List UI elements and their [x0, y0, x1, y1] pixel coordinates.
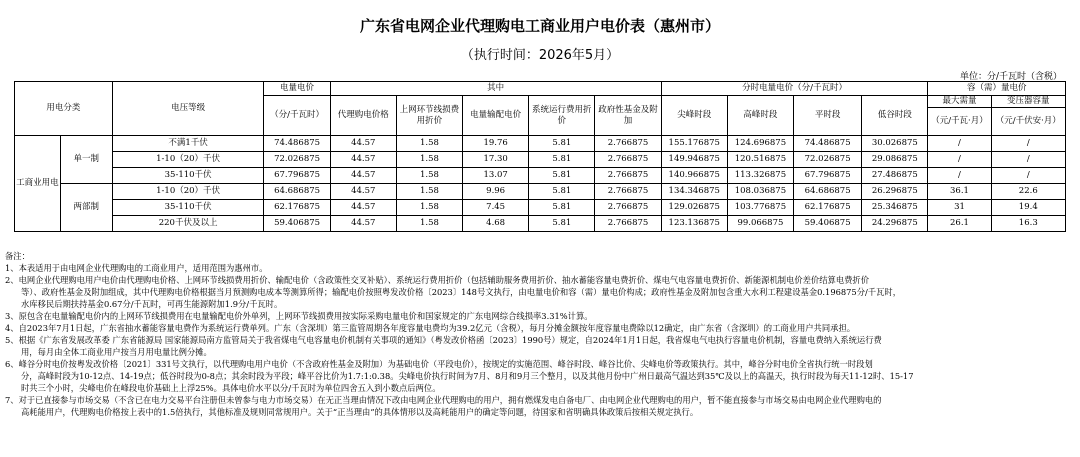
- cell-peak: 124.696875: [727, 136, 793, 152]
- note-6-cont: 分，高峰时段为10-12点、14-19点；低谷时段为0-8点；其余时段为平段；峰平谷比价为1.7:1:0.38。尖峰电价执行时间为7月、8月和9月三个整月，以及其他月份中广州日最高气温达到35℃及以上的高温天，执行时段为每天11-12时、15-17: [21, 371, 914, 381]
- header-system-cost: 系统运行费用折价: [529, 96, 595, 136]
- header-max-demand: 最大需量: [928, 96, 991, 108]
- cell-fund: 2.766875: [595, 152, 661, 168]
- cell-loss: 1.58: [396, 136, 462, 152]
- cell-flat: 59.406875: [794, 216, 862, 232]
- cell-loss: 1.58: [396, 200, 462, 216]
- cell-peak-top: 155.176875: [661, 136, 727, 152]
- header-capacity: 容（需）量电价: [928, 82, 1066, 96]
- note-4: 4、自2023年7月1日起，广东省抽水蓄能容量电费作为系统运行费单列。广东（含深圳）第三监管周期各年度容量电费均为39.2亿元（含税），每月分摊金额按年度容量电费除以12确定，由广东省（含深圳）的工商业用户共同承担。: [5, 323, 856, 333]
- cell-agency: 44.57: [330, 216, 396, 232]
- cell-demand: /: [928, 136, 991, 152]
- cell-sys: 5.81: [529, 152, 595, 168]
- cell-fund: 2.766875: [595, 200, 661, 216]
- note-2-cont: 等）、政府性基金及附加组成，其中代理购电价格根据当月预测购电成本等测算所得；输配电价按照粤发改价格〔2023〕148号文执行，由电量电价和容（需）量电价构成；政府性基金及附加包含重大水利工程建设基金0.196875分/千瓦时，: [21, 287, 901, 297]
- cell-demand: /: [928, 152, 991, 168]
- cell-peak-top: 140.966875: [661, 168, 727, 184]
- cell-sys: 5.81: [529, 168, 595, 184]
- header-energy-price: 电量电价: [264, 82, 330, 96]
- header-grid-loss: 上网环节线损费用折价: [396, 96, 462, 136]
- cell-fund: 2.766875: [595, 216, 661, 232]
- table-row: [15, 152, 1066, 168]
- cell-demand: 36.1: [928, 184, 991, 200]
- table-row: [15, 184, 1066, 200]
- note-6-cont: 时共三个小时，尖峰电价在峰段电价基础上上浮25%。具体电价水平以分/千瓦时为单位四舍五入到小数点后两位。: [21, 383, 441, 393]
- table-row: [15, 168, 1066, 184]
- cell-energy: 74.486875: [264, 136, 330, 152]
- cell-sys: 5.81: [529, 200, 595, 216]
- cell-loss: 1.58: [396, 184, 462, 200]
- cell-peak: 113.326875: [727, 168, 793, 184]
- cell-trans: 7.45: [463, 200, 529, 216]
- header-voltage: 电压等级: [112, 82, 264, 136]
- notes-label: 备注：: [5, 251, 30, 261]
- category-two-part: 两部制: [60, 184, 112, 232]
- header-energy-price-unit: （分/千瓦时）: [264, 96, 330, 136]
- cell-valley: 30.026875: [862, 136, 928, 152]
- cell-voltage: 35-110千伏: [112, 168, 264, 184]
- cell-valley: 27.486875: [862, 168, 928, 184]
- cell-flat: 64.686875: [794, 184, 862, 200]
- note-2-cont: 水库移民后期扶持基金0.67分/千瓦时，可再生能源附加1.9分/千瓦时。: [21, 299, 283, 309]
- header-agency: 代理购电价格: [330, 96, 396, 136]
- cell-voltage: 不满1千伏: [112, 136, 264, 152]
- cell-peak: 108.036875: [727, 184, 793, 200]
- cell-loss: 1.58: [396, 152, 462, 168]
- cell-peak-top: 134.346875: [661, 184, 727, 200]
- cell-agency: 44.57: [330, 200, 396, 216]
- cell-peak: 120.516875: [727, 152, 793, 168]
- header-transmission: 电量输配电价: [463, 96, 529, 136]
- cell-agency: 44.57: [330, 136, 396, 152]
- header-category: 用电分类: [15, 82, 113, 136]
- note-7-cont: 高耗能用户，代理购电价格按上表中的1.5倍执行，其他标准及规则同常规用户。关于“正当理由”的具体情形以及高耗能用户的确定等问题，待国家和省明确具体政策后按相关规定执行。: [21, 407, 699, 417]
- cell-loss: 1.58: [396, 216, 462, 232]
- cell-energy: 59.406875: [264, 216, 330, 232]
- cell-trans: 19.76: [463, 136, 529, 152]
- note-1: 1、本表适用于由电网企业代理购电的工商业用户，适用范围为惠州市。: [5, 263, 268, 273]
- note-7: 7、对于已直接参与市场交易（不含已在电力交易平台注册但未曾参与电力市场交易）在无正当理由情况下改由电网企业代理购电的用户，拥有燃煤发电自备电厂、由电网企业代理购电的用户，暂不能直接参与市场交易由电网企业代理购电的: [5, 395, 882, 405]
- cell-demand: /: [928, 168, 991, 184]
- cell-trans: 17.30: [463, 152, 529, 168]
- cell-flat: 67.796875: [794, 168, 862, 184]
- cell-peak: 99.066875: [727, 216, 793, 232]
- cell-transformer: 19.4: [991, 200, 1065, 216]
- cell-peak-top: 123.136875: [661, 216, 727, 232]
- header-transformer: 变压器容量: [991, 96, 1065, 108]
- note-5: 5、根据《广东省发展改革委 广东省能源局 国家能源局南方监管局关于我省煤电气电容量电价机制有关事项的通知》（粤发改价格函〔2023〕1990号）规定，自2024年1月1日起，我省煤电气电执行容量电价机制，容量电费纳入系统运行费: [5, 335, 882, 345]
- cell-agency: 44.57: [330, 168, 396, 184]
- cell-voltage: 35-110千伏: [112, 200, 264, 216]
- cell-voltage: 220千伏及以上: [112, 216, 264, 232]
- header-peak: 高峰时段: [727, 96, 793, 136]
- cell-sys: 5.81: [529, 216, 595, 232]
- cell-trans: 9.96: [463, 184, 529, 200]
- cell-valley: 25.346875: [862, 200, 928, 216]
- cell-trans: 13.07: [463, 168, 529, 184]
- header-transformer-unit: （元/千伏安·月）: [991, 108, 1065, 136]
- table-row: [15, 216, 1066, 232]
- unit-note: 单位：分/千瓦时（含税）: [959, 72, 1062, 82]
- header-of-which: 其中: [330, 82, 661, 96]
- cell-transformer: /: [991, 168, 1065, 184]
- category-single: 单一制: [60, 136, 112, 184]
- note-5-cont: 用，每月由全体工商业用户按当月用电量比例分摊。: [21, 347, 212, 357]
- cell-sys: 5.81: [529, 136, 595, 152]
- cell-energy: 67.796875: [264, 168, 330, 184]
- cell-voltage: 1-10（20）千伏: [112, 184, 264, 200]
- cell-transformer: 16.3: [991, 216, 1065, 232]
- cell-voltage: 1-10（20）千伏: [112, 152, 264, 168]
- header-flat: 平时段: [794, 96, 862, 136]
- page-title: 广东省电网企业代理购电工商业用户电价表（惠州市）: [359, 17, 720, 35]
- cell-transformer: /: [991, 136, 1065, 152]
- cell-fund: 2.766875: [595, 136, 661, 152]
- cell-valley: 26.296875: [862, 184, 928, 200]
- category-main: 工商业用电: [15, 136, 61, 232]
- header-tou: 分时电量电价（分/千瓦时）: [661, 82, 928, 96]
- cell-sys: 5.81: [529, 184, 595, 200]
- table-row: [15, 200, 1066, 216]
- cell-valley: 29.086875: [862, 152, 928, 168]
- cell-flat: 62.176875: [794, 200, 862, 216]
- cell-peak-top: 129.026875: [661, 200, 727, 216]
- note-6: 6、峰谷分时电价按粤发改价格〔2021〕331号文执行，以代理购电用户电价（不含政府性基金及附加）为基础电价（平段电价），按规定的实施范围、峰谷时段、峰谷比价、尖峰电价等政策执行。其中，峰谷分时电价全省执行统一时段划: [5, 359, 873, 369]
- cell-flat: 74.486875: [794, 136, 862, 152]
- cell-peak-top: 149.946875: [661, 152, 727, 168]
- page-subtitle: （执行时间：2026年5月）: [460, 48, 620, 63]
- header-gov-fund: 政府性基金及附加: [595, 96, 661, 136]
- table-row: [15, 136, 1066, 152]
- header-peak-top: 尖峰时段: [661, 96, 727, 136]
- cell-transformer: /: [991, 152, 1065, 168]
- cell-agency: 44.57: [330, 184, 396, 200]
- cell-energy: 64.686875: [264, 184, 330, 200]
- cell-flat: 72.026875: [794, 152, 862, 168]
- cell-transformer: 22.6: [991, 184, 1065, 200]
- note-2: 2、电网企业代理购电用户电价由代理购电价格、上网环节线损费用折价、输配电价（含政策性交叉补贴）、系统运行费用折价（包括辅助服务费用折价、抽水蓄能容量电费折价、煤电气电容量电费折价、新能源机制电价差价结算电费折价: [5, 275, 870, 285]
- cell-peak: 103.776875: [727, 200, 793, 216]
- note-3: 3、原包含在电量输配电价内的上网环节线损费用在电量输配电价外单列，上网环节线损费用按实际采购电量电价和国家规定的广东电网综合线损率3.31%计算。: [5, 311, 593, 321]
- header-valley: 低谷时段: [862, 96, 928, 136]
- tariff-table: [14, 81, 1066, 232]
- header-max-demand-unit: （元/千瓦·月）: [928, 108, 991, 136]
- cell-energy: 72.026875: [264, 152, 330, 168]
- cell-fund: 2.766875: [595, 168, 661, 184]
- cell-trans: 4.68: [463, 216, 529, 232]
- cell-loss: 1.58: [396, 168, 462, 184]
- cell-demand: 26.1: [928, 216, 991, 232]
- cell-energy: 62.176875: [264, 200, 330, 216]
- cell-demand: 31: [928, 200, 991, 216]
- cell-agency: 44.57: [330, 152, 396, 168]
- notes-section: [5, 250, 1075, 418]
- cell-fund: 2.766875: [595, 184, 661, 200]
- cell-valley: 24.296875: [862, 216, 928, 232]
